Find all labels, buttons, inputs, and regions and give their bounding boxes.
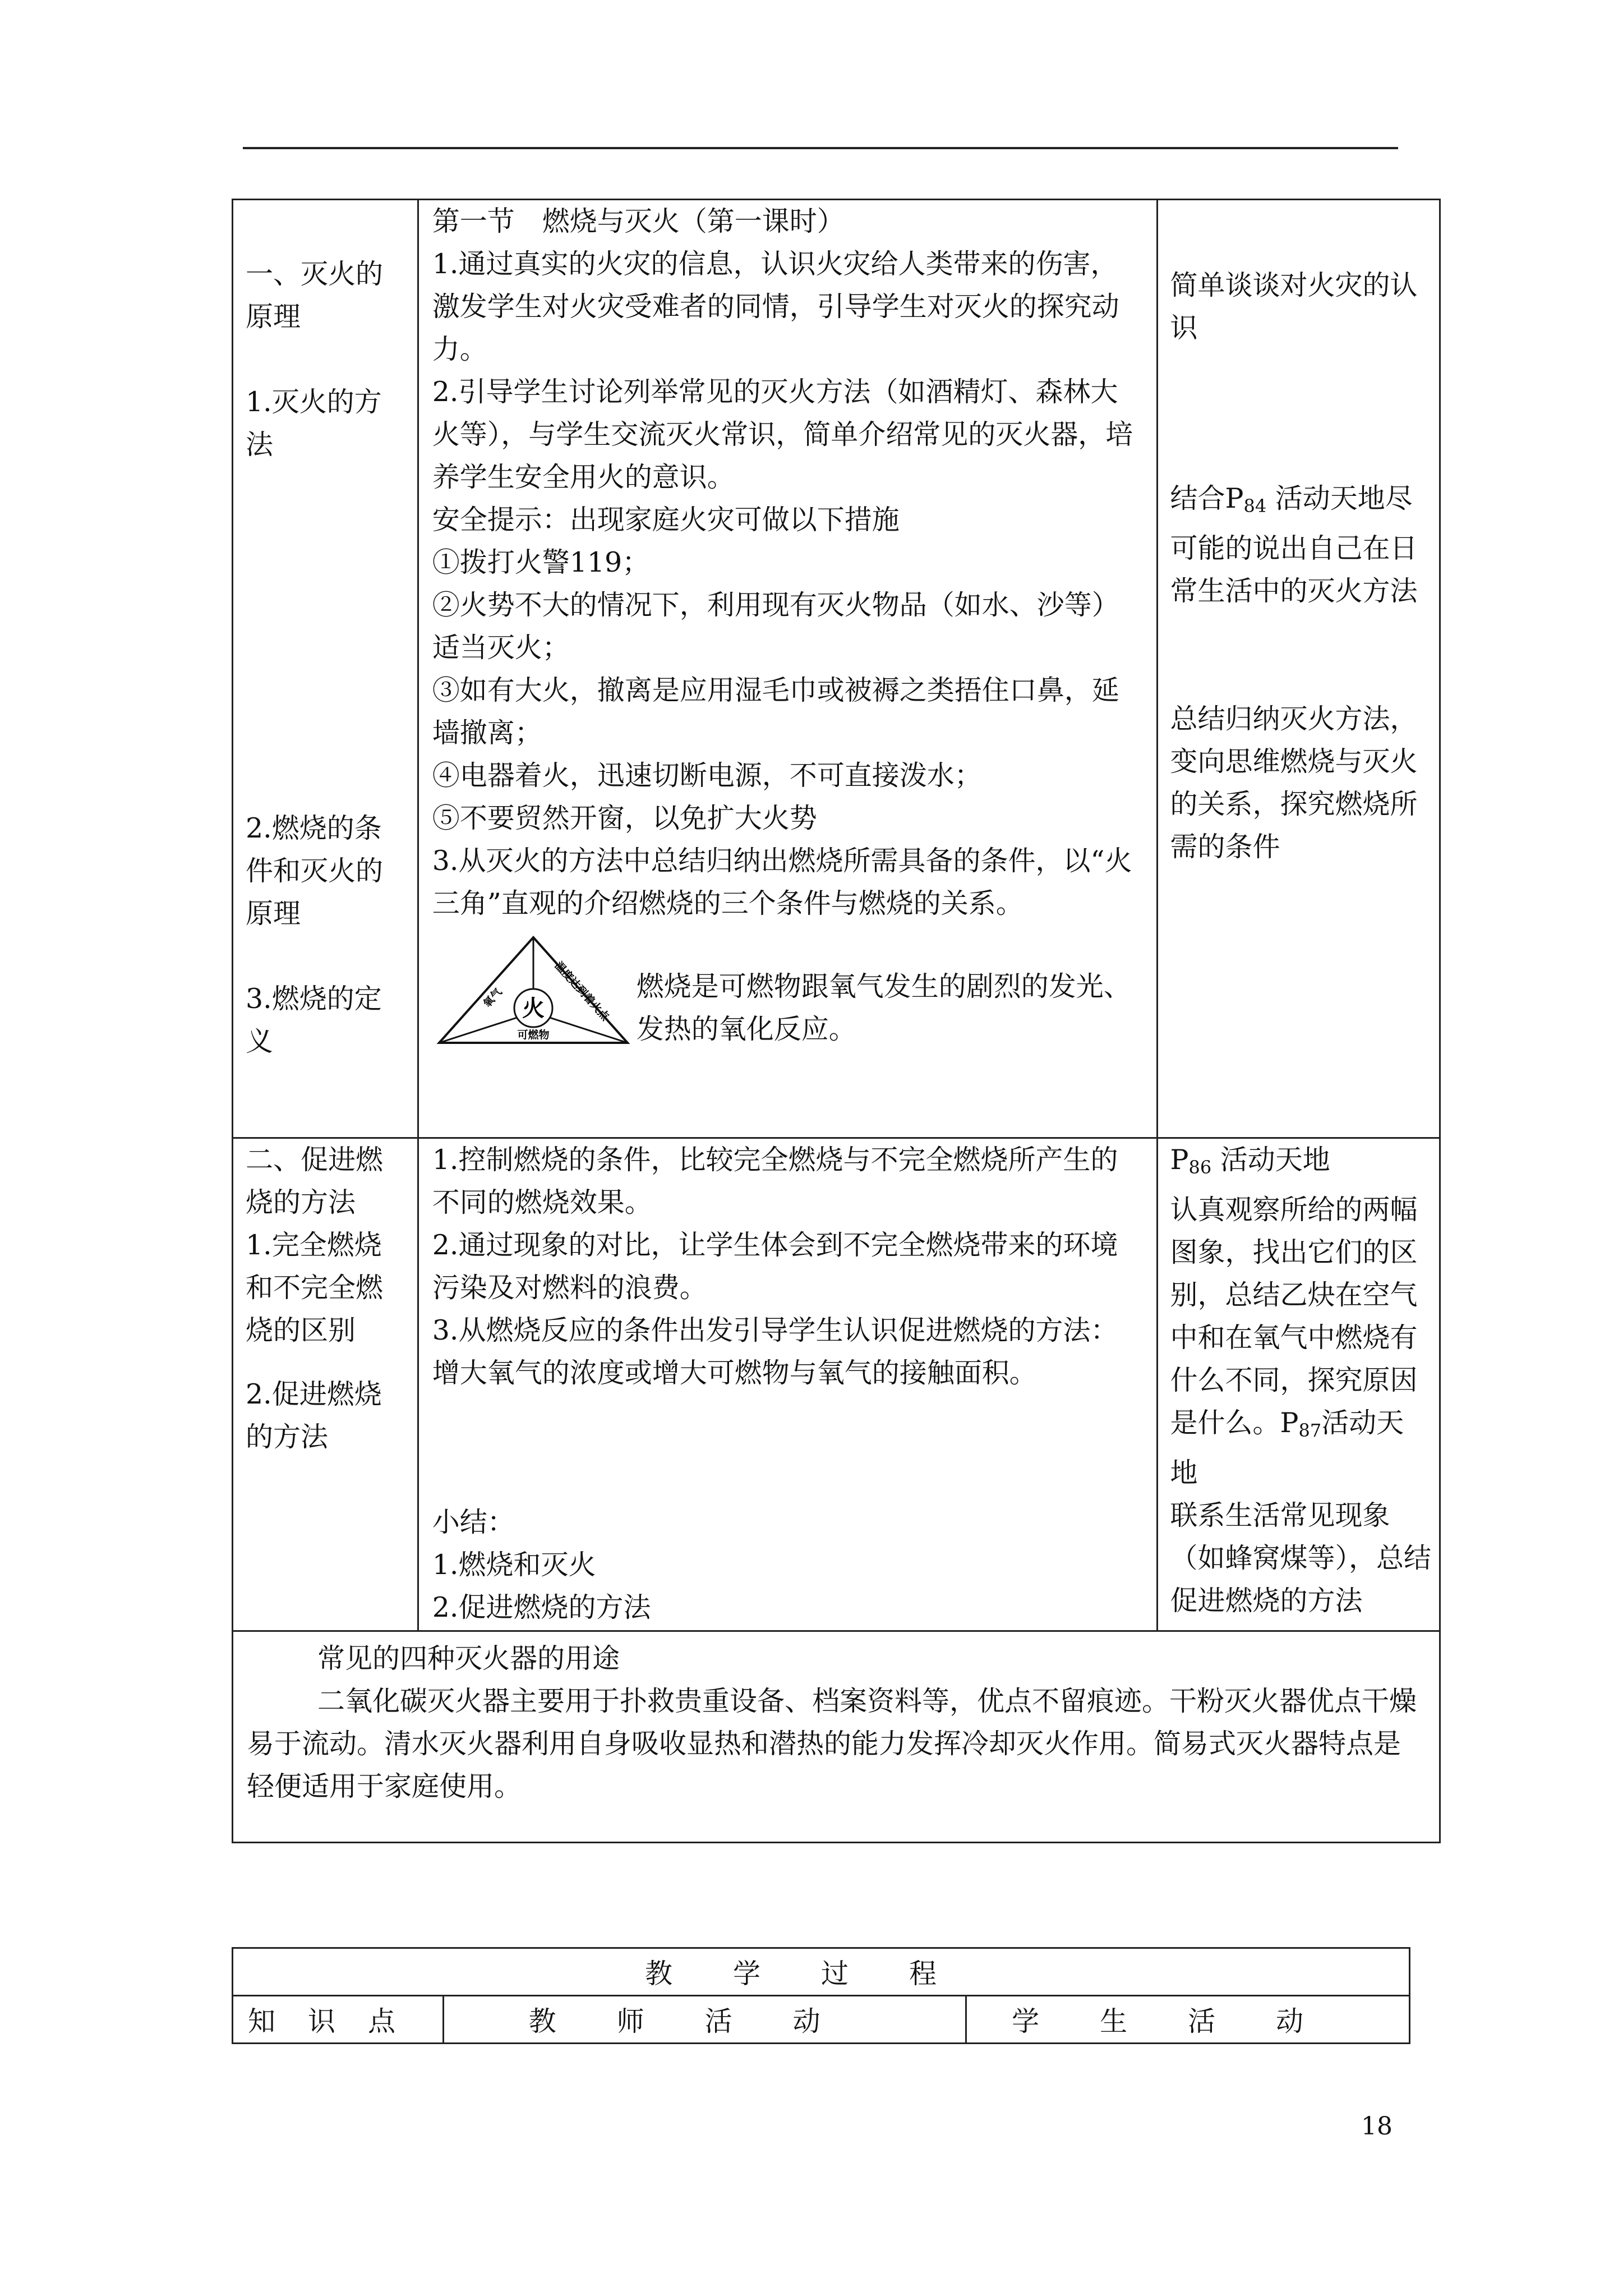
column-header: 教师活动 xyxy=(444,1996,966,2044)
table-row xyxy=(233,1138,1440,1631)
page-number: 18 xyxy=(1361,2112,1393,2141)
student-activity-cell xyxy=(1157,1138,1440,1631)
knowledge-item: 1.完全燃烧和不完全燃烧的区别 xyxy=(246,1229,384,1346)
page-ref: P xyxy=(1170,1144,1189,1176)
student-activity-rest: 活动天地尽可能的说出自己在日常生活中的灭火方法 xyxy=(1170,482,1418,607)
extension-title: 常见的四种灭火器的用途 xyxy=(317,1642,620,1674)
combustion-definition: 燃烧是可燃物跟氧气发生的剧烈的发光、发热的氧化反应。 xyxy=(636,970,1131,1045)
safety-measure: ⑤不要贸然开窗，以免扩大火势 xyxy=(432,802,817,834)
student-activity-rest: 活动天地 xyxy=(1220,1144,1330,1176)
extension-cell xyxy=(233,1631,1440,1843)
safety-measure: ②火势不大的情况下，利用现有灭火物品（如水、沙等）适当灭火； xyxy=(432,589,1119,664)
page-ref: 结合P xyxy=(1170,482,1244,514)
table-row xyxy=(233,1631,1440,1843)
table-row xyxy=(233,1948,1410,1996)
fire-triangle-diagram xyxy=(432,934,634,1052)
student-activity-body: 认真观察所给的两幅图象，找出它们的区别，总结乙炔在空气中和在氧气中燃烧有什么不同，探究原因是什么。P xyxy=(1170,1194,1418,1439)
summary-item: 1.燃烧和灭火 xyxy=(432,1549,596,1581)
extension-text: 二氧化碳灭火器主要用于扑救贵重设备、档案资料等，优点不留痕迹。干粉灭火器优点干燥易于流动。清水灭火器利用自身吸收显热和潜热的能力发挥冷却灭火作用。简易式灭火器特点是轻便适用于家庭使用。 xyxy=(247,1685,1417,1802)
teacher-paragraph: 2.引导学生讨论列举常见的灭火方法（如酒精灯、森林大火等），与学生交流灭火常识，简单介绍常见的灭火器，培养学生安全用火的意识。 xyxy=(432,376,1133,493)
teacher-paragraph: 1.通过真实的火灾的信息，认识火灾给人类带来的伤害，激发学生对火灾受难者的同情，引导学生对灭火的探究动力。 xyxy=(432,248,1119,365)
column-header: 学生活动 xyxy=(966,1996,1410,2044)
student-activity-text xyxy=(1170,1139,1432,1189)
knowledge-item: 3.燃烧的定义 xyxy=(246,983,382,1057)
safety-measure: ④电器着火，迅速切断电源，不可直接泼水； xyxy=(432,760,982,792)
summary-title: 小结： xyxy=(432,1506,515,1538)
lesson-plan-table xyxy=(232,199,1441,1843)
teaching-process-header-table xyxy=(232,1947,1410,2044)
student-activity-text xyxy=(1170,477,1432,613)
teacher-paragraph: 3.从灭火的方法中总结归纳出燃烧所需具备的条件，以“火三角”直观的介绍燃烧的三个条件与燃烧的关系。 xyxy=(432,845,1132,919)
knowledge-heading: 二、促进燃烧的方法 xyxy=(246,1144,384,1218)
process-title: 教学过程 xyxy=(644,1958,997,1990)
triangle-side-label: 可燃物 xyxy=(517,1029,550,1041)
teacher-activity-cell xyxy=(418,1138,1157,1631)
page-ref-subscript: 87 xyxy=(1298,1420,1322,1441)
table-row xyxy=(233,200,1440,1138)
summary-item: 2.促进燃烧的方法 xyxy=(432,1591,651,1623)
knowledge-cell xyxy=(233,200,418,1138)
student-activity-rest: 活动天地 xyxy=(1170,1407,1404,1489)
student-activity-text: 联系生活常见现象（如蜂窝煤等），总结促进燃烧的方法 xyxy=(1170,1499,1432,1617)
knowledge-item: 2.燃烧的条件和灭火的原理 xyxy=(246,812,384,930)
page-ref-subscript: 84 xyxy=(1243,495,1267,517)
triangle-side-label: 氧气 xyxy=(481,986,505,1010)
student-activity-cell xyxy=(1157,200,1440,1138)
process-title-cell xyxy=(233,1948,1410,1996)
student-activity-text: 简单谈谈对火灾的认识 xyxy=(1170,269,1418,344)
column-header: 知识点 xyxy=(233,1996,444,2044)
lesson-title: 第一节 燃烧与灭火（第一课时） xyxy=(432,205,845,237)
triangle-side-label: 温度达到着火点 xyxy=(552,959,611,1023)
student-activity-text: 总结归纳灭火方法，变向思维燃烧与灭火的关系，探究燃烧所需的条件 xyxy=(1170,703,1418,863)
safety-measure: ①拨打火警119； xyxy=(432,546,650,578)
header-rule xyxy=(243,147,1398,149)
triangle-center-label: 火 xyxy=(522,996,545,1022)
teacher-paragraph: 1.控制燃烧的条件，比较完全燃烧与不完全燃烧所产生的不同的燃烧效果。 xyxy=(432,1144,1118,1218)
knowledge-item: 2.促进燃烧的方法 xyxy=(246,1378,382,1453)
page-ref-subscript: 86 xyxy=(1188,1157,1212,1178)
teacher-paragraph: 3.从燃烧反应的条件出发引导学生认识促进燃烧的方法：增大氧气的浓度或增大可燃物与氧气的接触面积。 xyxy=(432,1314,1118,1389)
table-row xyxy=(233,1996,1410,2044)
knowledge-item: 1.灭火的方法 xyxy=(246,386,382,461)
safety-measure: ③如有大火，撤离是应用湿毛巾或被褥之类捂住口鼻，延墙撤离； xyxy=(432,674,1119,749)
student-activity-text xyxy=(1170,1189,1432,1494)
knowledge-heading: 一、灭火的原理 xyxy=(246,258,384,333)
teacher-paragraph: 2.通过现象的对比，让学生体会到不完全燃烧带来的环境污染及对燃料的浪费。 xyxy=(432,1229,1118,1304)
teacher-activity-cell xyxy=(418,200,1157,1138)
knowledge-cell xyxy=(233,1138,418,1631)
safety-title: 安全提示：出现家庭火灾可做以下措施 xyxy=(432,504,900,536)
